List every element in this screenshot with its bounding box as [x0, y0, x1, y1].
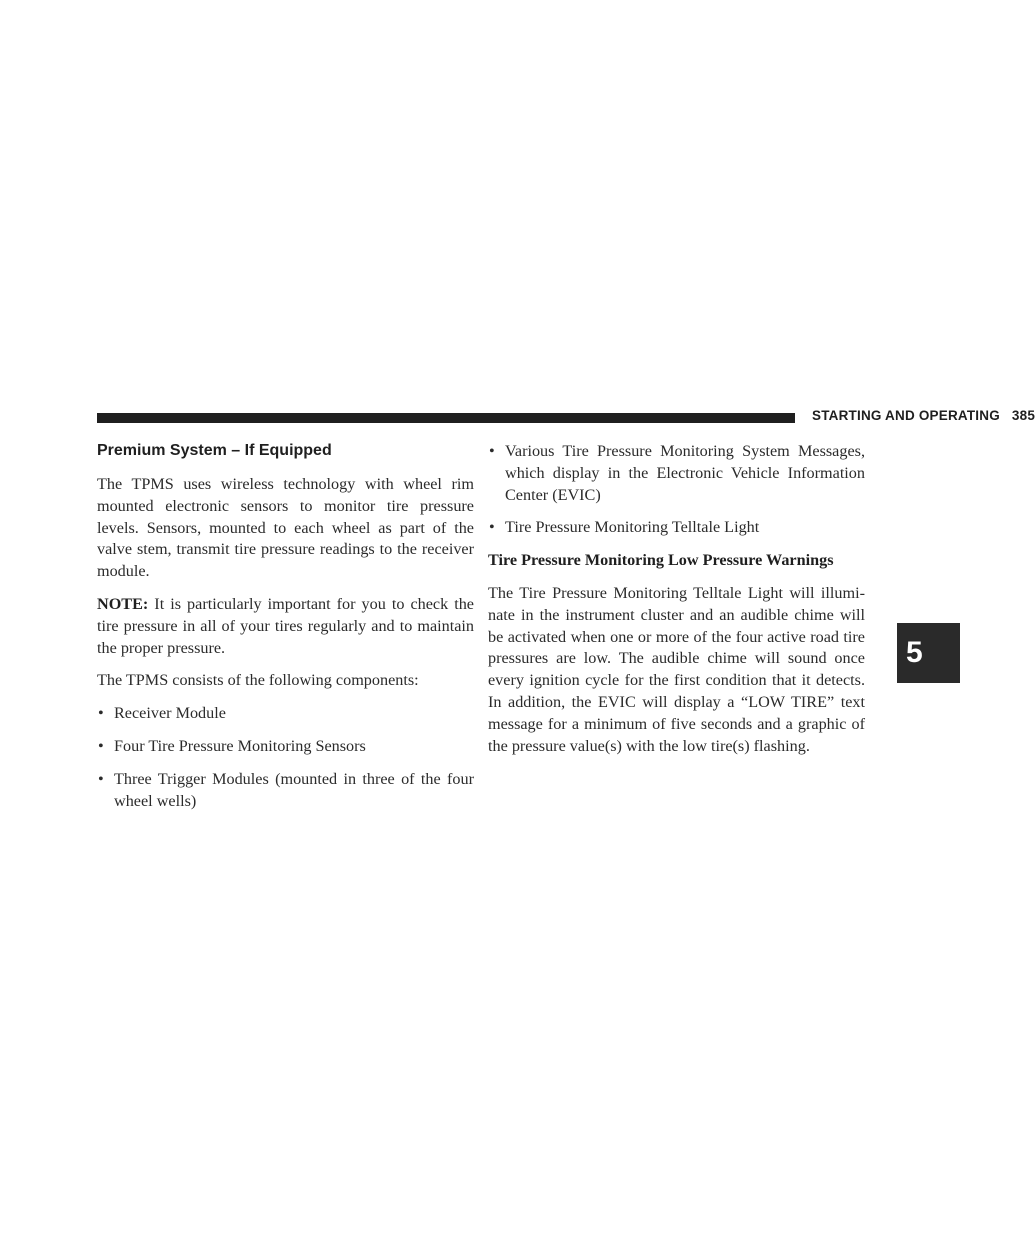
- left-column: [97, 441, 474, 823]
- chapter-tab: 5: [897, 623, 960, 683]
- bullet-icon: •: [489, 442, 495, 460]
- components-intro: The TPMS consists of the following components:: [97, 671, 419, 690]
- subsection-heading: Tire Pressure Monitoring Low Pressure Warnings: [488, 551, 834, 570]
- list-item: • Three Trigger Modules (mounted in three of the four wheel wells): [98, 769, 474, 810]
- bullet-icon: •: [98, 704, 104, 723]
- intro-paragraph: The TPMS uses wireless technology with wheel rim mounted electronic sensors to monitor tire pressure levels. Sensors, mounted to each wheel as part of the valve stem, transmit tire pressure readings to the receiver module.: [97, 475, 474, 581]
- bullet-icon: •: [489, 518, 495, 537]
- note-paragraph: [97, 594, 474, 659]
- list-item: • Tire Pressure Monitoring Telltale Light: [488, 517, 865, 539]
- components-list-continued: [488, 441, 865, 539]
- warning-paragraph: The Tire Pressure Monitoring Telltale Light will illumi-nate in the instrument cluster and an audible chime will be activated when one or more of the four active road tire pressures are low. The audible chime will sound once every ignition cycle for the first condition that it detects. In addition, the EVIC will display a “LOW TIRE” text message for a minimum of five seconds and a graphic of the pressure value(s) with the low tire(s) flashing.: [488, 583, 865, 755]
- right-column: [488, 441, 865, 768]
- running-header: [812, 408, 1035, 423]
- bullet-icon: •: [98, 736, 104, 755]
- list-item: • Receiver Module: [97, 703, 474, 725]
- header-rule: [97, 413, 795, 423]
- bullet-icon: •: [98, 769, 104, 788]
- section-heading: Premium System – If Equipped: [97, 442, 332, 459]
- page-number: 385: [1011, 408, 1035, 423]
- note-label: NOTE:: [97, 594, 149, 613]
- list-item: • Four Tire Pressure Monitoring Sensors: [97, 736, 474, 758]
- section-title: STARTING AND OPERATING: [812, 408, 1000, 423]
- components-list: [97, 703, 474, 812]
- note-text: It is particularly important for you to check the tire pressure in all of your tires regularly and to maintain the proper pressure.: [97, 594, 474, 657]
- list-item: • Various Tire Pressure Monitoring System Messages, which display in the Electronic Vehicle Information Center (EVIC): [489, 442, 865, 504]
